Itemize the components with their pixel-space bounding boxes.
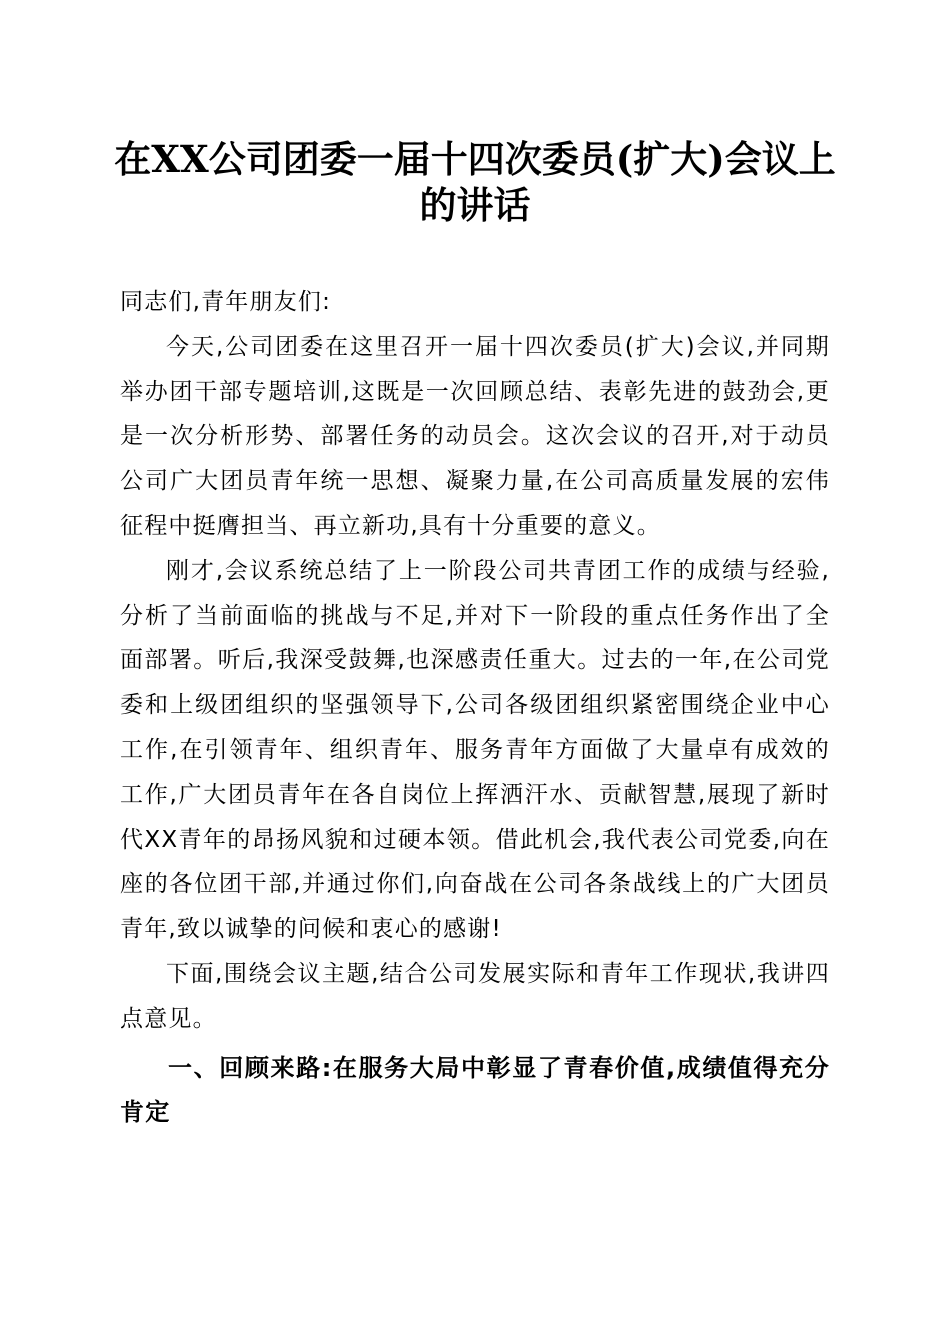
document-body — [120, 280, 830, 1135]
document-title: 在XX公司团委一届十四次委员(扩大)会议上的讲话 — [114, 137, 836, 227]
paragraph-opening: 今天,公司团委在这里召开一届十四次委员(扩大)会议,并同期举办团干部专题培训,这既是一次回顾总结、表彰先进的鼓劲会,更是一次分析形势、部署任务的动员会。这次会议的召开,对于动员公司广大团员青年统一思想、凝聚力量,在公司高质量发展的宏伟征程中挺膺担当、再立新功,具有十分重要的意义。 — [120, 333, 830, 539]
paragraph-review: 刚才,会议系统总结了上一阶段公司共青团工作的成绩与经验,分析了当前面临的挑战与不足,并对下一阶段的重点任务作出了全面部署。听后,我深受鼓舞,也深感责任重大。过去的一年,在公司党委和上级团组织的坚强领导下,公司各级团组织紧密围绕企业中心工作,在引领青年、组织青年、服务青年方面做了大量卓有成效的工作,广大团员青年在各自岗位上挥洒汗水、贡献智慧,展现了新时代XX青年的昂扬风貌和过硬本领。借此机会,我代表公司党委,向在座的各位团干部,并通过你们,向奋战在公司各条战线上的广大团员青年,致以诚挚的问候和衷心的感谢! — [120, 557, 830, 943]
paragraph-outline: 下面,围绕会议主题,结合公司发展实际和青年工作现状,我讲四点意见。 — [120, 960, 830, 1032]
salutation: 同志们,青年朋友们: — [120, 289, 332, 315]
section-heading-1: 一、回顾来路:在服务大局中彰显了青春价值,成绩值得充分肯定 — [120, 1053, 830, 1127]
